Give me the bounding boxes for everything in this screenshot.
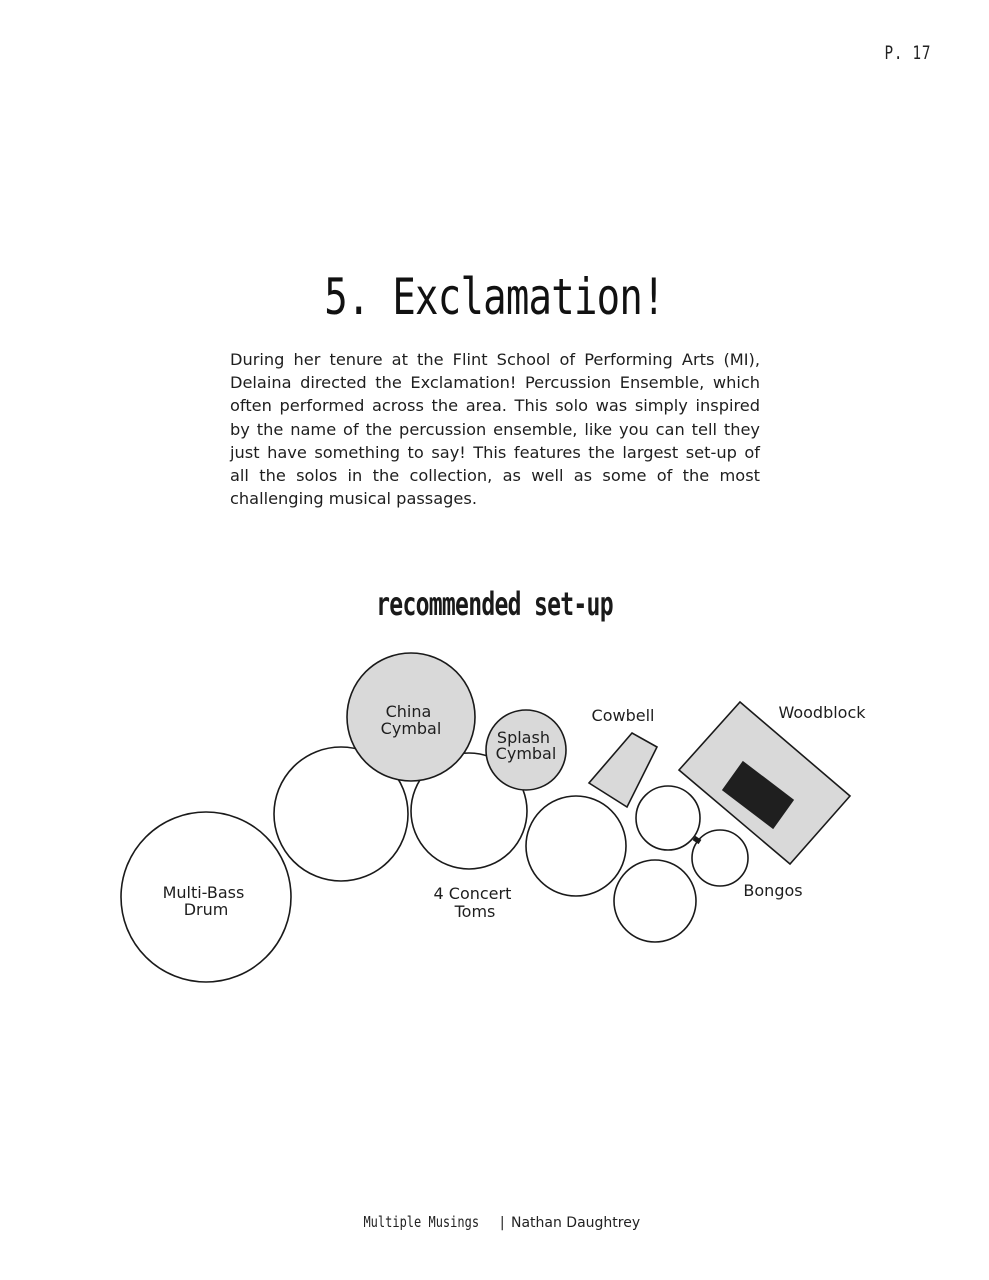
footer-author: Nathan Daughtrey bbox=[510, 1215, 641, 1231]
multi-bass-drum-label-line-1: Multi-Bass bbox=[162, 883, 245, 902]
concert-toms-label bbox=[434, 884, 517, 921]
piece-title: 5. Exclamation! bbox=[324, 268, 665, 326]
concert-toms-label-line-2: Toms bbox=[454, 902, 496, 921]
bongo-low-shape bbox=[692, 830, 748, 886]
splash-cymbal-label-line-2: Cymbal bbox=[495, 744, 557, 763]
bongo-high-shape bbox=[636, 786, 700, 850]
page-number: P. 17 bbox=[884, 42, 931, 64]
woodblock-label: Woodblock bbox=[778, 703, 866, 722]
bongo-connector bbox=[694, 838, 700, 842]
splash-cymbal-label-line-1: Splash bbox=[496, 728, 550, 747]
concert-tom-3-shape bbox=[526, 796, 626, 896]
setup-heading: recommended set-up bbox=[376, 585, 613, 623]
piece-description: During her tenure at the Flint School of Performing Arts (MI), Delaina directed the Exclamation! Percussion Ensemble, which often performed across the area. This solo was simply inspired by the name of the percussion ensemble, like you can tell they just have something to say! This features the largest set-up of all the solos in the collection, as well as some of the most challenging musical passages. bbox=[230, 350, 760, 509]
china-cymbal-label bbox=[381, 702, 442, 738]
bongos-label: Bongos bbox=[743, 881, 803, 900]
concert-tom-4-shape bbox=[614, 860, 696, 942]
splash-cymbal-label bbox=[496, 728, 557, 763]
cowbell-label: Cowbell bbox=[591, 706, 655, 725]
china-cymbal-label-line-1: China bbox=[385, 702, 432, 721]
footer-collection-title: Multiple Musings bbox=[363, 1213, 479, 1231]
china-cymbal-label-line-2: Cymbal bbox=[380, 719, 442, 738]
multi-bass-drum-label-line-2: Drum bbox=[183, 900, 229, 919]
footer bbox=[0, 1213, 989, 1231]
concert-toms-label-line-1: 4 Concert bbox=[433, 884, 512, 903]
footer-separator: | bbox=[499, 1215, 505, 1231]
